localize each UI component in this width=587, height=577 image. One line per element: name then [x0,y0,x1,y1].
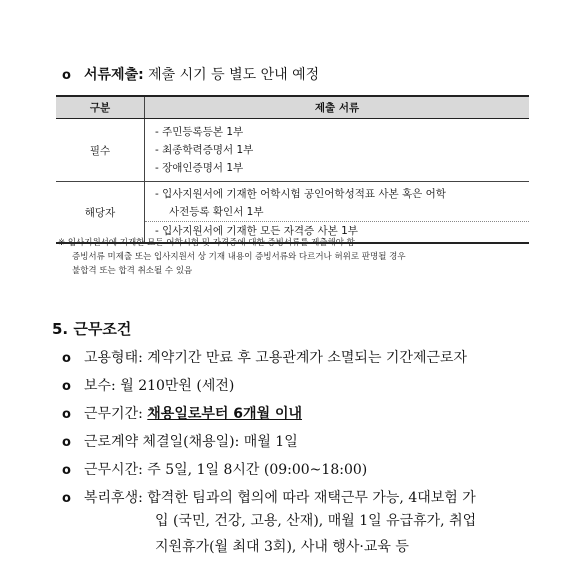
condition-value-emphasis: 채용일로부터 6개월 이내 [147,406,303,422]
bullet-icon: o [62,463,71,478]
header-category: 구분 [56,96,145,119]
condition-value: 주 5일, 1일 8시간 (09:00~18:00) [142,462,368,478]
section-title: 5. 근무조건 [52,320,132,338]
bullet-icon: o [62,351,71,366]
welfare-continuation: 입 (국민, 건강, 고용, 산재), 매월 1일 유급휴가, 취업 [155,513,477,529]
submission-line [62,64,319,84]
condition-label: 근무기간: [84,406,143,422]
condition-label: 고용형태: [84,350,143,366]
documents-table [56,95,529,244]
document-item-line: - 입사지원서에 기재한 어학시험 공인어학성적표 사본 혹은 어학 [155,187,446,200]
condition-value: 매월 1일 [239,434,298,450]
condition-label: 근무시간: [84,462,143,478]
bullet-icon: o [62,407,71,422]
condition-item [62,432,298,453]
document-item: - 주민등록등본 1부 [155,126,244,138]
condition-value: 월 210만원 (세전) [115,378,235,394]
condition-item [62,404,302,425]
bullet-icon: o [62,379,71,394]
table-row [56,182,529,244]
document-item: - 입사지원서에 기재한 모든 자격증 사본 1부 [145,221,529,240]
document-item [145,185,529,221]
document-item: - 최종학력증명서 1부 [155,144,254,156]
note-line: 불합격 또는 합격 취소될 수 있음 [72,266,193,276]
header-documents: 제출 서류 [145,96,530,119]
condition-item [62,488,476,509]
condition-label: 보수: [84,378,116,394]
condition-value: 합격한 팀과의 협의에 따라 재택근무 가능, 4대보험 가 [142,490,476,506]
table-header-row [56,96,529,119]
table-row [56,119,529,182]
row-category: 해당자 [56,182,145,244]
row-documents [145,119,530,182]
document-item: - 장애인증명서 1부 [155,162,244,174]
document-item-line: 사전등록 확인서 1부 [169,205,264,218]
bullet-icon: o [62,491,71,506]
submission-text: 제출 시기 등 별도 안내 예정 [143,67,320,83]
row-category: 필수 [56,119,145,182]
note-line: 증빙서류 미제출 또는 입사지원서 상 기재 내용이 증빙서류와 다르거나 허위로 판명될 경우 [72,252,406,262]
bullet-icon: o [62,435,71,450]
condition-item [62,460,367,481]
welfare-continuation: 지원휴가(월 최대 3회), 사내 행사·교육 등 [155,539,409,555]
condition-label: 복리후생: [84,490,143,506]
row-documents [145,182,530,244]
submission-label: 서류제출: [84,67,144,83]
note-line: ※ 입사지원서에 기재한 모든 어학시험 및 자격증에 대한 증빙서류를 제출해야 함 [58,238,355,248]
condition-item [62,376,234,397]
condition-value: 계약기간 만료 후 고용관계가 소멸되는 기간제근로자 [142,350,468,366]
condition-item [62,348,467,369]
notes-block [58,236,406,278]
condition-label: 근로계약 체결일(채용일): [84,434,240,450]
bullet-icon: o [62,68,71,83]
